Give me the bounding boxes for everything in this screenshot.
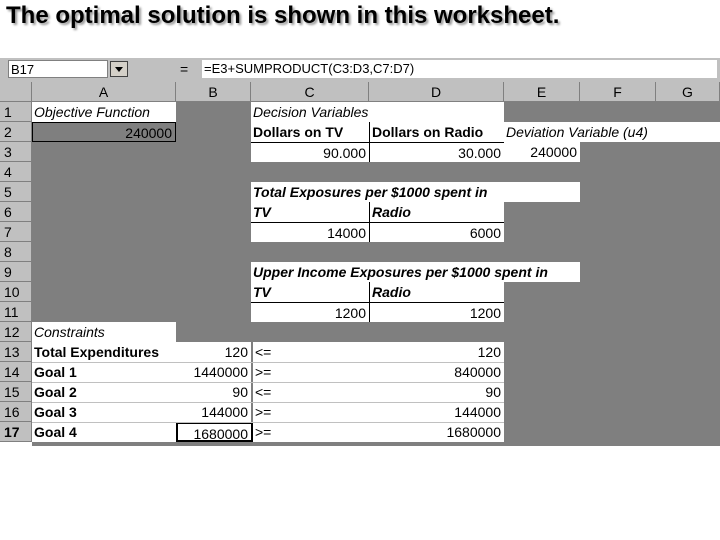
row-header-8[interactable]: 8 xyxy=(0,242,32,262)
cell-d14[interactable]: 840000 xyxy=(369,362,504,382)
name-box[interactable]: B17 xyxy=(8,60,108,78)
cell-c6[interactable]: TV xyxy=(251,202,369,222)
cell-d16[interactable]: 144000 xyxy=(369,402,504,422)
cell-e2[interactable]: Deviation Variable (u4) xyxy=(504,122,720,142)
cell-d11[interactable]: 1200 xyxy=(369,302,504,322)
spreadsheet xyxy=(0,58,720,448)
cell-c16[interactable]: >= xyxy=(253,402,369,422)
row-header-9[interactable]: 9 xyxy=(0,262,32,282)
row-header-3[interactable]: 3 xyxy=(0,142,32,162)
cell-c1[interactable]: Decision Variables xyxy=(251,102,504,122)
row-header-14[interactable]: 14 xyxy=(0,362,32,382)
cell-d13[interactable]: 120 xyxy=(369,342,504,362)
gridline xyxy=(32,362,504,363)
column-header-a[interactable]: A xyxy=(32,82,176,102)
cell-a17[interactable]: Goal 4 xyxy=(32,422,176,442)
slide-title: The optimal solution is shown in this worksheet. xyxy=(6,2,560,29)
cell-a16[interactable]: Goal 3 xyxy=(32,402,176,422)
column-header-g[interactable]: G xyxy=(656,82,720,102)
cell-c17[interactable]: >= xyxy=(253,422,369,442)
row-header-12[interactable]: 12 xyxy=(0,322,32,342)
cell-c11[interactable]: 1200 xyxy=(251,302,369,322)
cell-b13[interactable]: 120 xyxy=(176,342,251,362)
row-header-10[interactable]: 10 xyxy=(0,282,32,302)
cell-d6[interactable]: Radio xyxy=(369,202,504,222)
cell-d15[interactable]: 90 xyxy=(369,382,504,402)
column-header-b[interactable]: B xyxy=(176,82,251,102)
row-header-16[interactable]: 16 xyxy=(0,402,32,422)
row-header-7[interactable]: 7 xyxy=(0,222,32,242)
formula-equals[interactable]: = xyxy=(180,61,189,77)
row-header-13[interactable]: 13 xyxy=(0,342,32,362)
gridline xyxy=(32,382,504,383)
cell-a2[interactable]: 240000 xyxy=(32,122,176,142)
chevron-down-icon[interactable] xyxy=(110,61,128,77)
cell-a13[interactable]: Total Expenditures xyxy=(32,342,176,362)
row-header-5[interactable]: 5 xyxy=(0,182,32,202)
row-header-1[interactable]: 1 xyxy=(0,102,32,122)
cell-c13[interactable]: <= xyxy=(253,342,369,362)
cell-b16[interactable]: 144000 xyxy=(176,402,251,422)
cell-a1[interactable]: Objective Function xyxy=(32,102,176,122)
gridline xyxy=(32,402,504,403)
gridline xyxy=(32,422,504,423)
column-header-c[interactable]: C xyxy=(251,82,369,102)
row-header-6[interactable]: 6 xyxy=(0,202,32,222)
column-header-d[interactable]: D xyxy=(369,82,504,102)
cell-c14[interactable]: >= xyxy=(253,362,369,382)
formula-bar xyxy=(0,58,720,82)
row-header-11[interactable]: 11 xyxy=(0,302,32,322)
cell-c2[interactable]: Dollars on TV xyxy=(251,122,369,142)
cell-d10[interactable]: Radio xyxy=(369,282,504,302)
cell-d17[interactable]: 1680000 xyxy=(369,422,504,442)
cell-d7[interactable]: 6000 xyxy=(369,222,504,242)
cell-a12[interactable]: Constraints xyxy=(32,322,176,342)
row-header-4[interactable]: 4 xyxy=(0,162,32,182)
column-headers xyxy=(0,82,720,102)
cell-d2[interactable]: Dollars on Radio xyxy=(369,122,504,142)
column-header-e[interactable]: E xyxy=(504,82,580,102)
column-header-f[interactable]: F xyxy=(580,82,656,102)
row-header-15[interactable]: 15 xyxy=(0,382,32,402)
cell-c3[interactable]: 90.000 xyxy=(251,142,369,162)
cell-c15[interactable]: <= xyxy=(253,382,369,402)
cell-e3[interactable]: 240000 xyxy=(504,142,580,162)
cell-c10[interactable]: TV xyxy=(251,282,369,302)
cell-c5[interactable]: Total Exposures per $1000 spent in xyxy=(251,182,580,202)
row-header-2[interactable]: 2 xyxy=(0,122,32,142)
cell-b17[interactable]: 1680000 xyxy=(176,422,253,442)
cell-a14[interactable]: Goal 1 xyxy=(32,362,176,382)
cell-a15[interactable]: Goal 2 xyxy=(32,382,176,402)
cell-c9[interactable]: Upper Income Exposures per $1000 spent in xyxy=(251,262,580,282)
cell-b14[interactable]: 1440000 xyxy=(176,362,251,382)
cell-c7[interactable]: 14000 xyxy=(251,222,369,242)
select-all-corner[interactable] xyxy=(0,82,32,102)
row-header-17[interactable]: 17 xyxy=(0,422,32,442)
cell-d3[interactable]: 30.000 xyxy=(369,142,504,162)
cell-b15[interactable]: 90 xyxy=(176,382,251,402)
formula-input[interactable]: =E3+SUMPRODUCT(C3:D3,C7:D7) xyxy=(202,60,717,78)
